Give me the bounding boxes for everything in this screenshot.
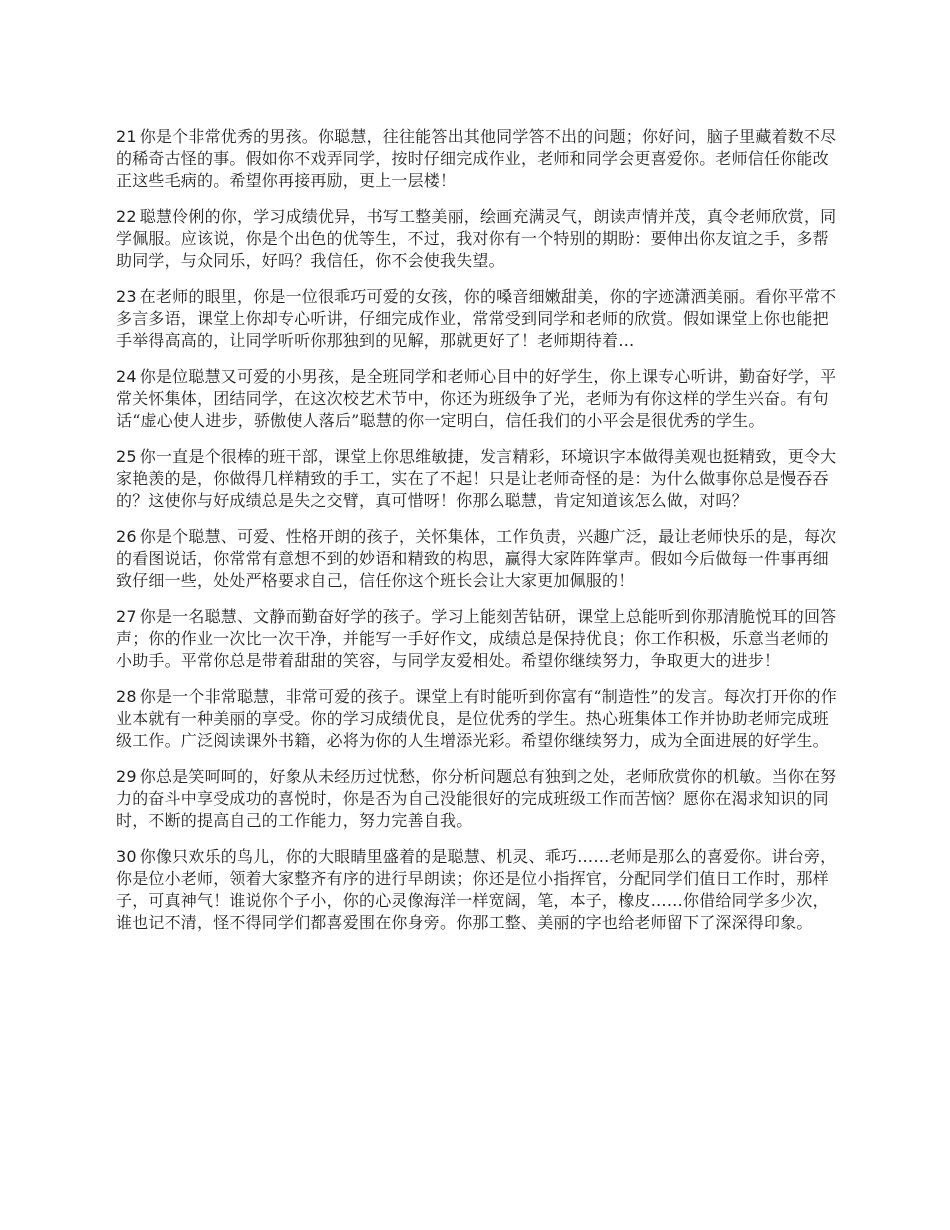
comment-text: 你总是笑呵呵的，好象从未经历过忧愁，你分析问题总有独到之处，老师欣赏你的机敏。当你在努力的奋斗中享受成功的喜悦时，你是否为自己没能很好的完成班级工作而苦恼？愿你在渴求知识的同时，不断的提高自己的工作能力，努力完善自我。 (116, 767, 837, 830)
comment-number: 28 (116, 687, 137, 706)
comment-text: 你是个非常优秀的男孩。你聪慧，往往能答出其他同学答不出的问题；你好问，脑子里藏着数不尽的稀奇古怪的事。假如你不戏弄同学，按时仔细完成作业，老师和同学会更喜爱你。老师信任你能改正这些毛病的。希望你再接再励，更上一层楼！ (116, 127, 837, 190)
document-body (116, 126, 842, 948)
comment-number: 27 (116, 607, 137, 626)
comment-paragraph-30 (116, 846, 842, 934)
comment-text: 你像只欢乐的鸟儿，你的大眼睛里盛着的是聪慧、机灵、乖巧……老师是那么的喜爱你。讲台旁，你是位小老师，领着大家整齐有序的进行早朗读；你还是位小指挥官，分配同学们值日工作时，那样子，可真神气！谁说你个子小，你的心灵像海洋一样宽阔，笔，本子，橡皮……你借给同学多少次，谁也记不清，怪不得同学们都喜爱围在你身旁。你那工整、美丽的字也给老师留下了深深得印象。 (116, 847, 837, 932)
comment-paragraph-26 (116, 526, 842, 592)
comment-paragraph-22 (116, 206, 842, 272)
comment-number: 22 (116, 207, 137, 226)
comment-paragraph-21 (116, 126, 842, 192)
comment-number: 23 (116, 287, 137, 306)
comment-text: 你是一名聪慧、文静而勤奋好学的孩子。学习上能刻苦钻研，课堂上总能听到你那清脆悦耳的回答声；你的作业一次比一次干净，并能写一手好作文，成绩总是保持优良；你工作积极，乐意当老师的小助手。平常你总是带着甜甜的笑容，与同学友爱相处。希望你继续努力，争取更大的进步！ (116, 607, 837, 670)
comment-paragraph-29 (116, 766, 842, 832)
comment-number: 30 (116, 847, 137, 866)
comment-paragraph-24 (116, 366, 842, 432)
comment-text: 你是个聪慧、可爱、性格开朗的孩子，关怀集体，工作负责，兴趣广泛，最让老师快乐的是，每次的看图说话，你常常有意想不到的妙语和精致的构思，赢得大家阵阵掌声。假如今后做每一件事再细致仔细一些，处处严格要求自己，信任你这个班长会让大家更加佩服的！ (116, 527, 837, 590)
comment-text: 你是一个非常聪慧，非常可爱的孩子。课堂上有时能听到你富有“制造性”的发言。每次打开你的作业本就有一种美丽的享受。你的学习成绩优良，是位优秀的学生。热心班集体工作并协助老师完成班级工作。广泛阅读课外书籍，必将为你的人生增添光彩。希望你继续努力，成为全面进展的好学生。 (116, 687, 837, 750)
comment-text: 聪慧伶俐的你，学习成绩优异，书写工整美丽，绘画充满灵气，朗读声情并茂，真令老师欣赏，同学佩服。应该说，你是个出色的优等生，不过，我对你有一个特别的期盼：要伸出你友谊之手，多帮助同学，与众同乐，好吗？我信任，你不会使我失望。 (116, 207, 837, 270)
comment-text: 你是位聪慧又可爱的小男孩，是全班同学和老师心目中的好学生，你上课专心听讲，勤奋好学，平常关怀集体，团结同学，在这次校艺术节中，你还为班级争了光，老师为有你这样的学生兴奋。有句话“虚心使人进步，骄傲使人落后”聪慧的你一定明白，信任我们的小平会是很优秀的学生。 (116, 367, 837, 430)
comment-number: 25 (116, 447, 137, 466)
comment-text: 在老师的眼里，你是一位很乖巧可爱的女孩，你的嗓音细嫩甜美，你的字迹潇洒美丽。看你平常不多言多语，课堂上你却专心听讲，仔细完成作业，常常受到同学和老师的欣赏。假如课堂上你也能把手举得高高的，让同学听听你那独到的见解，那就更好了！老师期待着… (116, 287, 837, 350)
comment-number: 21 (116, 127, 137, 146)
comment-paragraph-25 (116, 446, 842, 512)
comment-number: 29 (116, 767, 137, 786)
comment-paragraph-27 (116, 606, 842, 672)
comment-number: 26 (116, 527, 137, 546)
comment-text: 你一直是个很棒的班干部，课堂上你思维敏捷，发言精彩，环境识字本做得美观也挺精致，更令大家艳羡的是，你做得几样精致的手工，实在了不起！只是让老师奇怪的是：为什么做事你总是慢吞吞的？这使你与好成绩总是失之交臂，真可惜呀！你那么聪慧，肯定知道该怎么做，对吗？ (116, 447, 837, 510)
comment-paragraph-28 (116, 686, 842, 752)
comment-number: 24 (116, 367, 137, 386)
comment-paragraph-23 (116, 286, 842, 352)
